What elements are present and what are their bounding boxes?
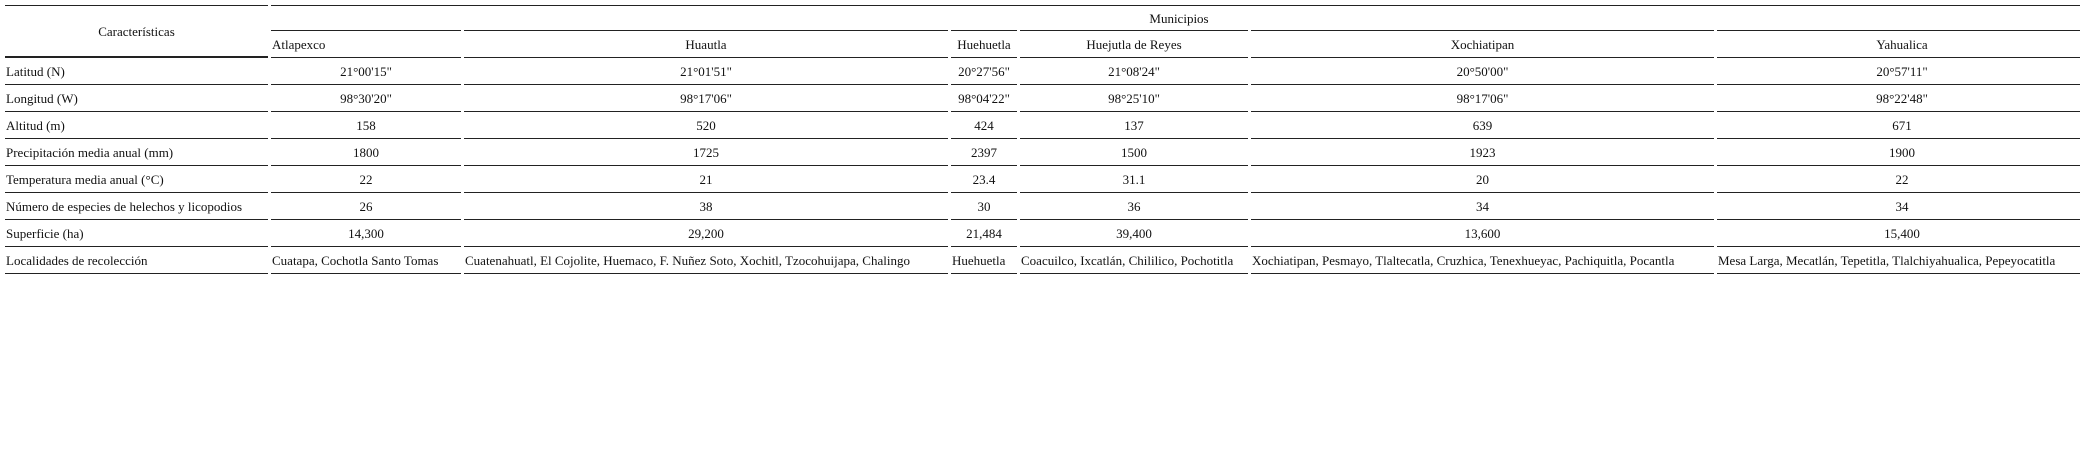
column-header-municipality: Huautla xyxy=(464,30,948,57)
table-cell: Mesa Larga, Mecatlán, Tepetitla, Tlalchiyahualica, Pepeyocatitla xyxy=(1717,246,2080,274)
table-cell: 1900 xyxy=(1717,138,2080,165)
table-cell: Cuatenahuatl, El Cojolite, Huemaco, F. Nuñez Soto, Xochitl, Tzocohuijapa, Chalingo xyxy=(464,246,948,274)
column-header-municipality: Yahualica xyxy=(1717,30,2080,57)
data-table-container xyxy=(5,5,2075,274)
table-cell: 21 xyxy=(464,165,948,192)
table-cell: 21°01'51" xyxy=(464,57,948,84)
table-row xyxy=(5,111,2080,138)
table-cell: Huehuetla xyxy=(951,246,1017,274)
table-row xyxy=(5,192,2080,219)
characteristics-header: Características xyxy=(5,5,268,57)
table-cell: 31.1 xyxy=(1020,165,1248,192)
table-cell: 30 xyxy=(951,192,1017,219)
table-cell: 21°08'24" xyxy=(1020,57,1248,84)
table-cell: 39,400 xyxy=(1020,219,1248,246)
table-cell: 1725 xyxy=(464,138,948,165)
table-cell: 639 xyxy=(1251,111,1714,138)
table-cell: 13,600 xyxy=(1251,219,1714,246)
table-cell: 34 xyxy=(1717,192,2080,219)
table-cell: 2397 xyxy=(951,138,1017,165)
table-cell: 21,484 xyxy=(951,219,1017,246)
column-header-municipality: Huejutla de Reyes xyxy=(1020,30,1248,57)
table-cell: 671 xyxy=(1717,111,2080,138)
table-cell: Coacuilco, Ixcatlán, Chililico, Pochotitla xyxy=(1020,246,1248,274)
table-cell: 14,300 xyxy=(271,219,461,246)
table-cell: 98°04'22" xyxy=(951,84,1017,111)
table-cell: 98°25'10" xyxy=(1020,84,1248,111)
table-cell: Cuatapa, Cochotla Santo Tomas xyxy=(271,246,461,274)
table-cell: 424 xyxy=(951,111,1017,138)
table-row xyxy=(5,165,2080,192)
table-cell: 26 xyxy=(271,192,461,219)
table-cell: 15,400 xyxy=(1717,219,2080,246)
table-cell: 520 xyxy=(464,111,948,138)
row-label: Precipitación media anual (mm) xyxy=(5,138,268,165)
column-header-municipality: Huehuetla xyxy=(951,30,1017,57)
table-cell: 21°00'15" xyxy=(271,57,461,84)
row-label: Altitud (m) xyxy=(5,111,268,138)
column-header-municipality: Atlapexco xyxy=(271,30,461,57)
table-cell: 20 xyxy=(1251,165,1714,192)
table-cell: 98°17'06" xyxy=(1251,84,1714,111)
table-row xyxy=(5,57,2080,84)
table-cell: Xochiatipan, Pesmayo, Tlaltecatla, Cruzhica, Tenexhueyac, Pachiquitla, Pocantla xyxy=(1251,246,1714,274)
table-cell: 20°57'11" xyxy=(1717,57,2080,84)
header-row-group xyxy=(5,5,2080,30)
row-label: Localidades de recolección xyxy=(5,246,268,274)
table-row xyxy=(5,219,2080,246)
row-label: Temperatura media anual (°C) xyxy=(5,165,268,192)
table-cell: 1500 xyxy=(1020,138,1248,165)
table-cell: 20°50'00" xyxy=(1251,57,1714,84)
table-cell: 34 xyxy=(1251,192,1714,219)
table-cell: 22 xyxy=(271,165,461,192)
table-cell: 98°22'48" xyxy=(1717,84,2080,111)
header-row-municipalities xyxy=(5,30,2080,57)
table-cell: 137 xyxy=(1020,111,1248,138)
table-cell: 158 xyxy=(271,111,461,138)
row-label: Superficie (ha) xyxy=(5,219,268,246)
table-cell: 98°30'20" xyxy=(271,84,461,111)
table-cell: 20°27'56" xyxy=(951,57,1017,84)
table-cell: 1923 xyxy=(1251,138,1714,165)
table-cell: 1800 xyxy=(271,138,461,165)
row-label: Longitud (W) xyxy=(5,84,268,111)
row-label: Latitud (N) xyxy=(5,57,268,84)
column-header-municipality: Xochiatipan xyxy=(1251,30,1714,57)
table-row xyxy=(5,246,2080,274)
table-cell: 98°17'06" xyxy=(464,84,948,111)
table-cell: 36 xyxy=(1020,192,1248,219)
table-cell: 38 xyxy=(464,192,948,219)
table-cell: 23.4 xyxy=(951,165,1017,192)
municipalities-table xyxy=(2,5,2080,274)
municipios-group-header: Municipios xyxy=(271,5,2080,30)
table-cell: 29,200 xyxy=(464,219,948,246)
table-row xyxy=(5,138,2080,165)
table-row xyxy=(5,84,2080,111)
table-cell: 22 xyxy=(1717,165,2080,192)
row-label: Número de especies de helechos y licopodios xyxy=(5,192,268,219)
